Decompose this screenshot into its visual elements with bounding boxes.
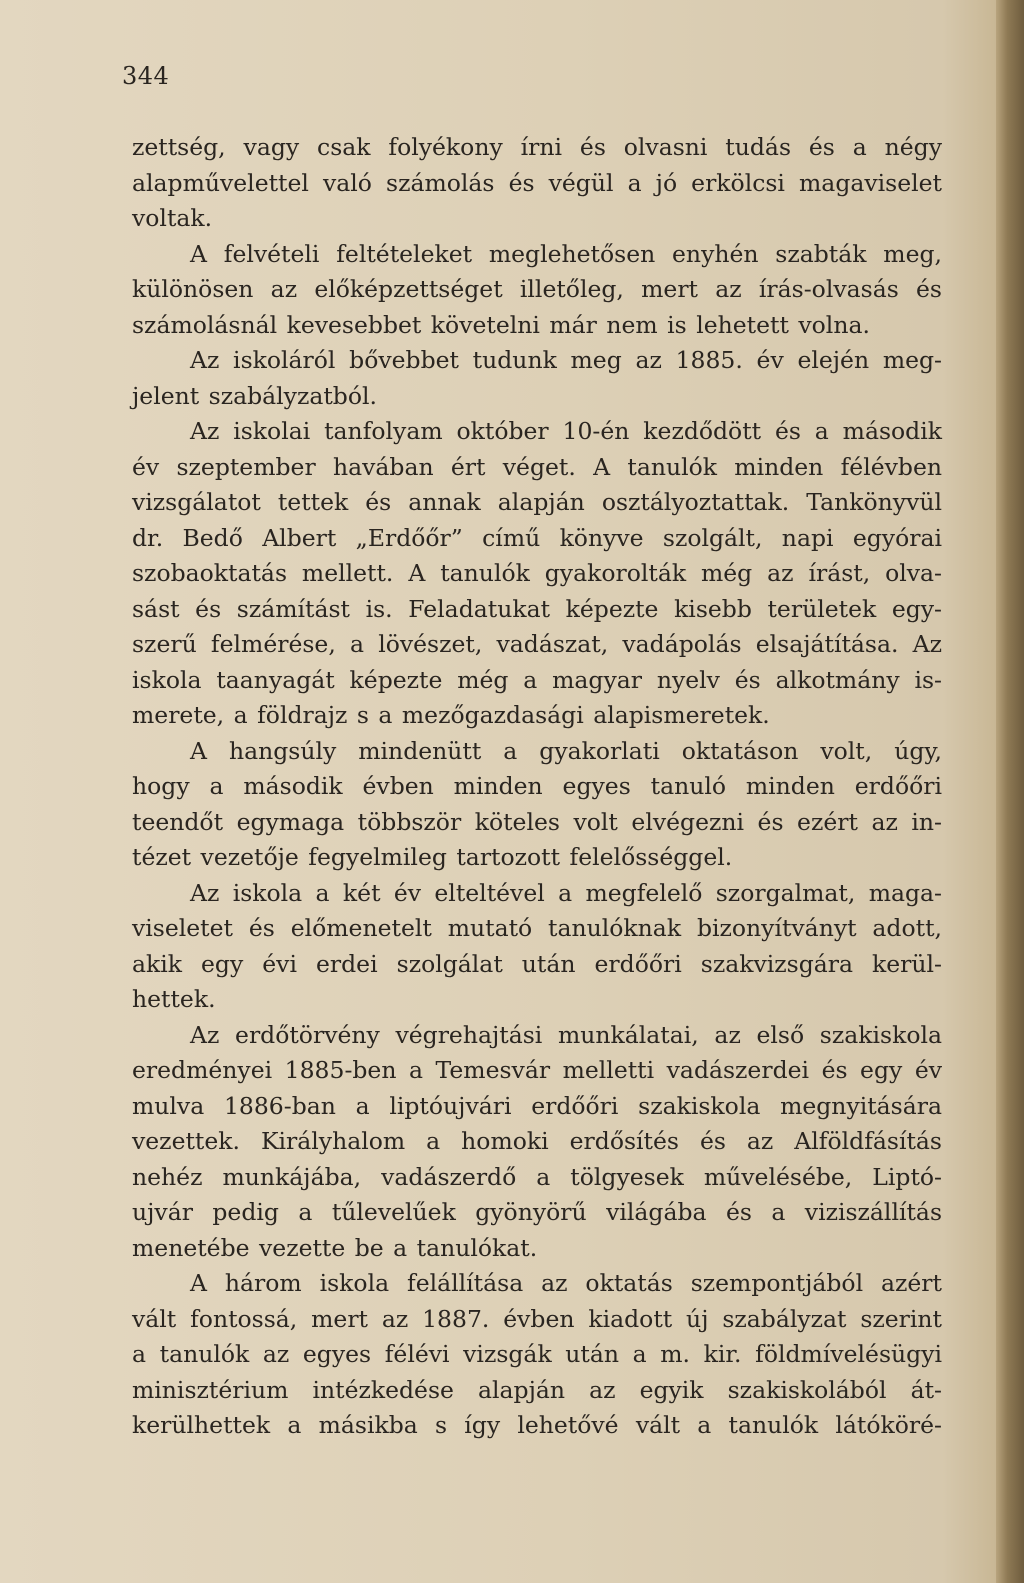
text-line: a tanulók az egyes félévi vizsgák után a m. kir. földmívelésügyi — [132, 1340, 942, 1368]
text-line: jelent szabályzatból. — [132, 381, 377, 410]
text-line: ujvár pedig a tűlevelűek gyönyörű világába és a viziszállítás — [132, 1198, 942, 1226]
text-line: A felvételi feltételeket meglehetősen enyhén szabták meg, — [190, 239, 942, 268]
text-line: sást és számítást is. Feladatukat képezte kisebb területek egy- — [132, 594, 942, 623]
text-line: vált fontossá, mert az 1887. évben kiadott új szabályzat szerint — [132, 1304, 942, 1333]
text-line: hogy a második évben minden egyes tanuló minden erdőőri — [132, 772, 942, 800]
text-line: nehéz munkájába, vadászerdő a tölgyesek művelésébe, Liptó- — [132, 1162, 942, 1191]
text-line: viseletet és előmenetelt mutató tanulóknak bizonyítványt adott, — [132, 914, 942, 942]
text-line: hettek. — [132, 985, 216, 1013]
text-line: eredményei 1885-ben a Temesvár melletti vadászerdei és egy év — [132, 1056, 942, 1084]
text-line: mulva 1886-ban a liptóujvári erdőőri szakiskola megnyitására — [132, 1091, 942, 1120]
book-spine-edge — [996, 0, 1024, 1583]
text-line: alapművelettel való számolás és végül a jó erkölcsi magaviselet — [132, 168, 942, 197]
page-number: 344 — [122, 62, 170, 90]
text-line: különösen az előképzettséget illetőleg, mert az írás-olvasás és — [132, 275, 942, 303]
text-line: zettség, vagy csak folyékony írni és olvasni tudás és a négy — [132, 133, 942, 161]
text-line: teendőt egymaga többször köteles volt elvégezni és ezért az in- — [132, 807, 942, 836]
text-line: Az iskolai tanfolyam október 10-én kezdődött és a második — [190, 417, 942, 445]
body-text — [132, 130, 942, 1444]
text-line: A három iskola felállítása az oktatás szempontjából azért — [190, 1269, 942, 1297]
text-line: Az iskoláról bővebbet tudunk meg az 1885. év elején meg- — [190, 346, 942, 374]
text-line: iskola taanyagát képezte még a magyar nyelv és alkotmány is- — [132, 665, 942, 694]
text-line: akik egy évi erdei szolgálat után erdőőri szakvizsgára kerül- — [132, 949, 942, 978]
text-line: vizsgálatot tettek és annak alapján osztályoztattak. Tankönyvül — [132, 488, 942, 516]
text-line: merete, a földrajz s a mezőgazdasági alapismeretek. — [132, 701, 770, 729]
text-line: tézet vezetője fegyelmileg tartozott felelősséggel. — [132, 843, 733, 871]
text-line: szerű felmérése, a lövészet, vadászat, vadápolás elsajátítása. Az — [132, 630, 942, 658]
text-line: voltak. — [132, 204, 213, 232]
text-line: A hangsúly mindenütt a gyakorlati oktatáson volt, úgy, — [190, 736, 942, 765]
text-line: dr. Bedő Albert „Erdőőr” című könyve szolgált, napi egyórai — [132, 523, 942, 552]
text-line: év szeptember havában ért véget. A tanulók minden félévben — [132, 452, 942, 481]
text-line: kerülhettek a másikba s így lehetővé vált a tanulók látóköré- — [132, 1411, 942, 1439]
text-line: menetébe vezette be a tanulókat. — [132, 1233, 538, 1262]
text-line: Az iskola a két év elteltével a megfelelő szorgalmat, maga- — [190, 878, 942, 907]
text-line: számolásnál kevesebbet követelni már nem is lehetett volna. — [132, 310, 870, 339]
text-line: vezettek. Királyhalom a homoki erdősítés és az Alföldfásítás — [132, 1127, 942, 1155]
text-line: minisztérium intézkedése alapján az egyik szakiskolából át- — [132, 1375, 942, 1404]
text-line: szobaoktatás mellett. A tanulók gyakorolták még az írást, olva- — [132, 559, 942, 587]
text-line: Az erdőtörvény végrehajtási munkálatai, az első szakiskola — [190, 1020, 942, 1049]
